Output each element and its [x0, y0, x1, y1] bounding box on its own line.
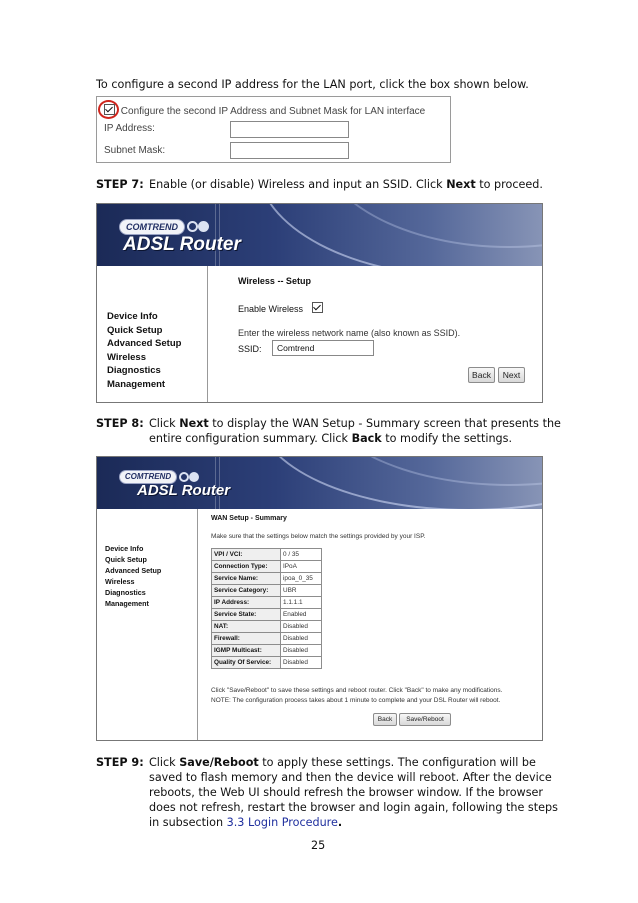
logo-dot-2: [189, 472, 199, 482]
step-7-bold: Next: [446, 178, 476, 191]
login-procedure-link[interactable]: 3.3 Login Procedure: [226, 816, 338, 829]
save-reboot-button[interactable]: Save/Reboot: [399, 713, 451, 726]
summary-key: Service Category:: [212, 585, 281, 597]
sidebar-menu: [107, 310, 181, 392]
summary-row: [212, 585, 322, 597]
summary-note-1: Click "Save/Reboot" to save these settings and reboot router. Click "Back" to make any modifications.: [211, 687, 503, 694]
step-7-text-end: to proceed.: [475, 178, 543, 191]
summary-row: [212, 609, 322, 621]
menu-quick-setup[interactable]: Quick Setup: [105, 555, 147, 564]
step-9-text-5: in subsection: [149, 816, 227, 829]
step-8-text: Click: [149, 417, 180, 430]
menu-device-info[interactable]: Device Info: [107, 311, 158, 322]
summary-key: Service State:: [212, 609, 281, 621]
menu-management[interactable]: Management: [105, 599, 149, 608]
wireless-title: Wireless -- Setup: [238, 276, 311, 286]
step-8-text-4: to modify the settings.: [381, 432, 513, 445]
summary-row: [212, 597, 322, 609]
summary-content: [198, 509, 542, 740]
step-7: [96, 177, 556, 192]
menu-device-info[interactable]: Device Info: [105, 544, 144, 553]
router-banner-2: [97, 457, 542, 509]
summary-note-2: NOTE: The configuration process takes about 1 minute to complete and your DSL Router will reboot.: [211, 697, 501, 704]
menu-management[interactable]: Management: [107, 378, 166, 390]
step-9-label: STEP 9:: [96, 756, 144, 769]
ssid-input[interactable]: Comtrend: [272, 340, 374, 356]
summary-value: Disabled: [281, 621, 322, 633]
subnet-mask-input[interactable]: [230, 142, 349, 159]
lan-settings-screenshot: [96, 96, 451, 163]
summary-value: 1.1.1.1: [281, 597, 322, 609]
step-9-text: Click: [149, 756, 180, 769]
summary-row: [212, 621, 322, 633]
summary-value: Disabled: [281, 657, 322, 669]
step-9-line-3: reboots, the Web UI should refresh the browser window. If the browser: [149, 786, 544, 799]
step-9-line-2: saved to flash memory and then the device will reboot. After the device: [149, 771, 552, 784]
step-7-label: STEP 7:: [96, 178, 144, 191]
sidebar-menu-2: [105, 543, 161, 609]
back-button[interactable]: Back: [468, 367, 495, 383]
summary-value: UBR: [281, 585, 322, 597]
summary-row: [212, 549, 322, 561]
ssid-instruction: Enter the wireless network name (also known as SSID).: [238, 328, 461, 338]
step-7-text: Enable (or disable) Wireless and input an SSID. Click: [149, 178, 447, 191]
enable-wireless-checkbox[interactable]: [312, 302, 323, 313]
product-title-2: ADSL Router: [137, 482, 231, 499]
brand-logo: COMTREND: [119, 219, 185, 235]
step-9-line-4: does not refresh, restart the browser and login again, following the steps: [149, 801, 558, 814]
step-8-bold-next: Next: [179, 417, 209, 430]
menu-diagnostics[interactable]: Diagnostics: [107, 365, 161, 377]
summary-value: Enabled: [281, 609, 322, 621]
intro-paragraph: To configure a second IP address for the LAN port, click the box shown below.: [96, 78, 529, 91]
step-8-bold-back: Back: [351, 432, 382, 445]
menu-diagnostics[interactable]: Diagnostics: [105, 588, 146, 597]
summary-value: Disabled: [281, 645, 322, 657]
step-8-label: STEP 8:: [96, 417, 144, 430]
summary-table: [211, 548, 322, 669]
summary-key: Service Name:: [212, 573, 281, 585]
summary-row: [212, 561, 322, 573]
second-ip-checkbox-label: Configure the second IP Address and Subnet Mask for LAN interface: [120, 106, 426, 117]
summary-key: IP Address:: [212, 597, 281, 609]
menu-wireless[interactable]: Wireless: [107, 351, 146, 363]
page-number: 25: [311, 839, 326, 852]
summary-row: [212, 657, 322, 669]
next-button[interactable]: Next: [498, 367, 525, 383]
router-sidebar: [97, 266, 208, 402]
summary-value: 0 / 35: [281, 549, 322, 561]
summary-key: Quality Of Service:: [212, 657, 281, 669]
second-ip-row: [104, 104, 425, 117]
router-sidebar-2: [97, 509, 198, 740]
summary-row: [212, 633, 322, 645]
menu-wireless[interactable]: Wireless: [105, 577, 135, 586]
summary-key: IGMP Multicast:: [212, 645, 281, 657]
wan-summary-screenshot: [96, 456, 543, 741]
summary-key: VPI / VCI:: [212, 549, 281, 561]
step-8-text-3: entire configuration summary. Click: [149, 432, 352, 445]
summary-key: Connection Type:: [212, 561, 281, 573]
summary-key: Firewall:: [212, 633, 281, 645]
summary-key: NAT:: [212, 621, 281, 633]
step-9: [96, 755, 558, 829]
second-ip-checkbox[interactable]: [104, 104, 115, 115]
ip-address-input[interactable]: [230, 121, 349, 138]
summary-value: IPoA: [281, 561, 322, 573]
router-banner: [97, 204, 542, 266]
summary-value: Disabled: [281, 633, 322, 645]
wireless-setup-screenshot: [96, 203, 543, 403]
subnet-mask-label: Subnet Mask:: [104, 145, 166, 156]
summary-row: [212, 645, 322, 657]
product-title: ADSL Router: [123, 234, 241, 255]
step-9-text-2: to apply these settings. The configuration will be: [258, 756, 536, 769]
ip-address-label: IP Address:: [104, 123, 155, 134]
menu-advanced-setup[interactable]: Advanced Setup: [105, 566, 162, 575]
menu-quick-setup[interactable]: Quick Setup: [107, 324, 163, 336]
summary-subtitle: Make sure that the settings below match the settings provided by your ISP.: [211, 533, 426, 540]
step-8-text-2: to display the WAN Setup - Summary screen that presents the: [208, 417, 561, 430]
summary-row: [212, 573, 322, 585]
brand-logo-2: COMTREND: [119, 470, 177, 484]
menu-advanced-setup[interactable]: Advanced Setup: [107, 338, 182, 350]
wireless-content: [208, 266, 542, 402]
logo-ring-2: [179, 472, 189, 482]
enable-wireless-row: [238, 302, 323, 314]
step-8: [96, 416, 561, 445]
enable-wireless-label: Enable Wireless: [238, 304, 304, 314]
back-button[interactable]: Back: [373, 713, 397, 726]
summary-title: WAN Setup - Summary: [211, 515, 287, 522]
logo-ring: [187, 221, 198, 232]
logo-dot: [198, 221, 209, 232]
step-9-bold: Save/Reboot: [179, 756, 259, 769]
step-9-period: .: [337, 816, 343, 829]
ssid-label: SSID:: [238, 344, 262, 354]
summary-value: ipoa_0_35: [281, 573, 322, 585]
